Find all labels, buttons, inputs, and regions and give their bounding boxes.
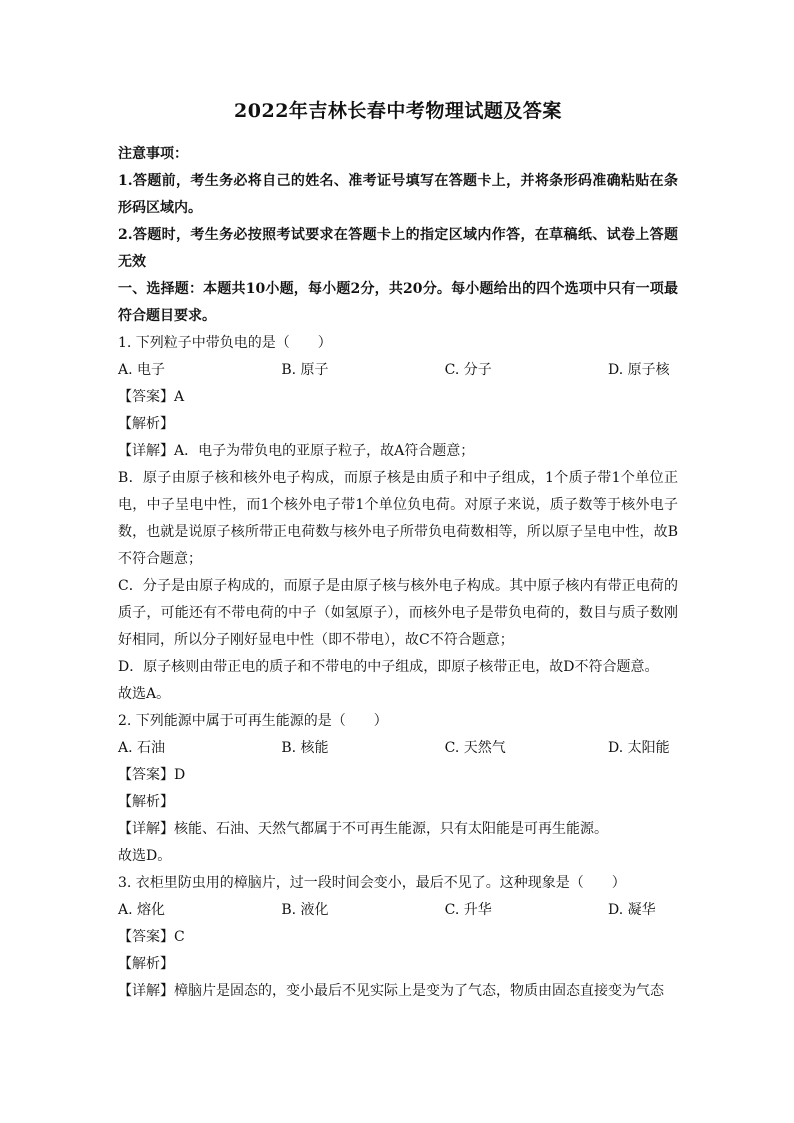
question-3-answer: 【答案】C [118,929,185,945]
option-d: D. 太阳能 [607,740,670,756]
question-2-options [118,735,678,762]
page-title: 2022年吉林长春中考物理试题及答案 [234,100,562,122]
question-3-options [118,897,678,924]
question-1-detail-d: D．原子核则由带正电的质子和不带电的中子组成，即原子核带正电，故D不符合题意。 [118,659,659,675]
option-b: B. 液化 [281,902,329,918]
option-c: C. 天然气 [444,740,506,756]
option-d: D. 原子核 [607,362,670,378]
notice-item-1: 1.答题前，考生务必将自己的姓名、准考证号填写在答题卡上，并将条形码准确粘贴在条形码区域内。 [118,173,678,216]
notice-item-2: 2.答题时，考生务必按照考试要求在答题卡上的指定区域内作答，在草稿纸、试卷上答题无效 [118,227,678,270]
question-2-stem: 2. 下列能源中属于可再生能源的是（ ） [118,713,388,729]
question-1-detail-a: 【详解】A．电子为带负电的亚原子粒子，故A符合题意； [118,443,475,459]
question-3-stem: 3. 衣柜里防虫用的樟脑片，过一段时间会变小，最后不见了。这种现象是（ ） [118,875,626,891]
option-a: A. 熔化 [118,902,166,918]
question-1-stem: 1. 下列粒子中带负电的是（ ） [118,335,332,351]
document-page [118,96,678,1005]
option-a: A. 电子 [118,362,166,378]
question-1-analysis: 【解析】 [118,416,174,432]
option-b: B. 核能 [281,740,329,756]
question-2-answer: 【答案】D [118,767,186,783]
section-heading: 一、选择题：本题共10小题，每小题2分，共20分。每小题给出的四个选项中只有一项最符合题目要求。 [118,281,678,324]
question-1-conclusion: 故选A。 [118,686,171,702]
question-1-detail-b: B．原子由原子核和核外电子构成，而原子核是由质子和中子组成，1个质子带1个单位正电，中子呈电中性，而1个核外电子带1个单位负电荷。对原子来说，质子数等于核外电子数，也就是说原子核所带正电荷数与核外电子所带负电荷数相等，所以原子呈电中性，故B不符合题意； [118,470,678,567]
question-1-detail-c: C．分子是由原子构成的，而原子是由原子核与核外电子构成。其中原子核内有带正电荷的质子，可能还有不带电荷的中子（如氢原子），而核外电子是带负电荷的，数目与质子数刚好相同，所以分子刚好显电中性（即不带电），故C不符合题意； [118,578,678,648]
question-1-answer: 【答案】A [118,389,185,405]
question-2-analysis: 【解析】 [118,794,174,810]
option-a: A. 石油 [118,740,166,756]
question-3-analysis: 【解析】 [118,956,174,972]
option-c: C. 分子 [444,362,492,378]
question-2-detail: 【详解】核能、石油、天然气都属于不可再生能源，只有太阳能是可再生能源。 [118,821,608,837]
question-2-conclusion: 故选D。 [118,848,172,864]
option-b: B. 原子 [281,362,329,378]
question-3-detail: 【详解】樟脑片是固态的，变小最后不见实际上是变为了气态，物质由固态直接变为气态 [118,983,664,999]
notice-heading: 注意事项： [118,146,188,162]
option-c: C. 升华 [444,902,492,918]
question-1-options [118,357,678,384]
option-d: D. 凝华 [607,902,656,918]
